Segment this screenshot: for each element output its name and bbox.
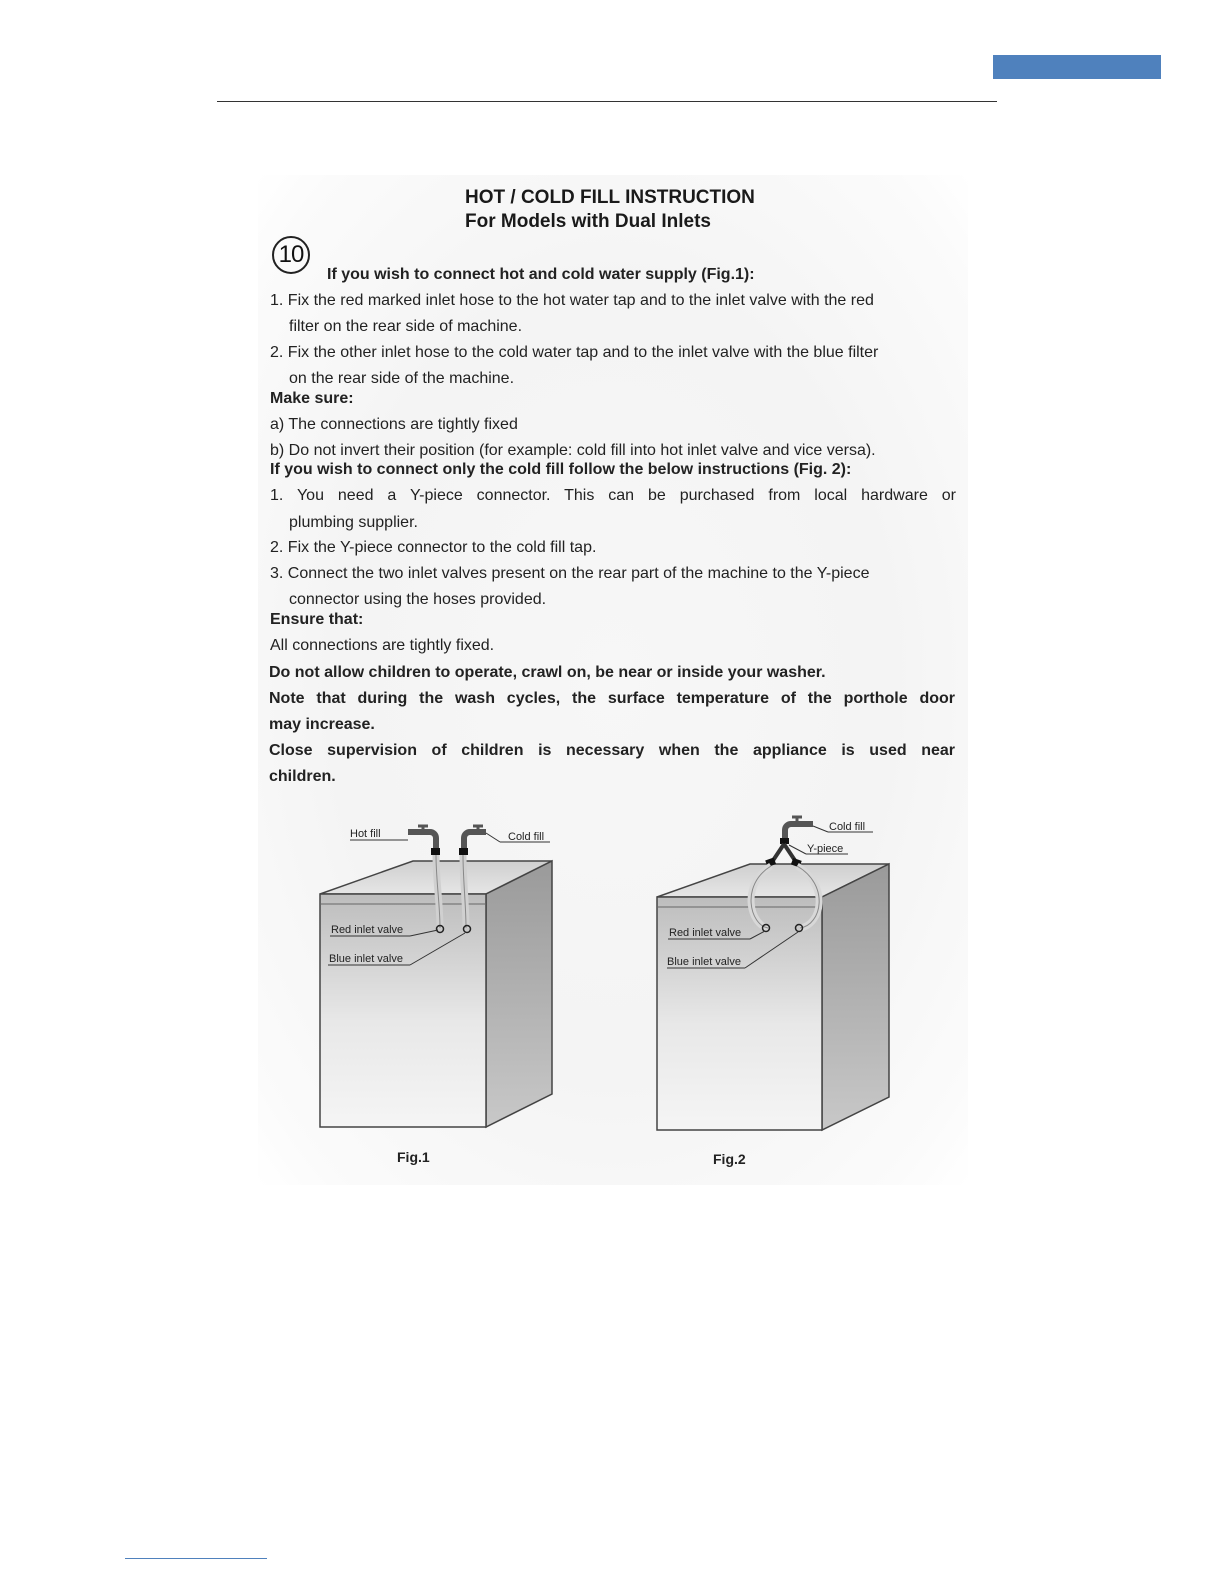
section2-item1-line2: plumbing supplier.: [289, 514, 418, 531]
fig1-blue-inlet-label: Blue inlet valve: [329, 953, 403, 965]
section1-item2-line1: 2. Fix the other inlet hose to the cold water tap and to the inlet valve with the blue filter: [270, 344, 879, 361]
page-title: HOT / COLD FILL INSTRUCTION: [465, 187, 755, 208]
fig1-red-inlet-label: Red inlet valve: [331, 924, 404, 936]
section1-heading: If you wish to connect hot and cold water supply (Fig.1):: [327, 266, 755, 283]
warning-surface-temp-line1: Note that during the wash cycles, the surface temperature of the porthole door: [269, 690, 955, 707]
ensure-heading: Ensure that:: [270, 611, 364, 628]
fig2-washer: [657, 817, 889, 1130]
header-color-bar: [993, 55, 1161, 79]
washer-diagrams: [300, 808, 920, 1148]
section2-item2: 2. Fix the Y-piece connector to the cold fill tap.: [270, 539, 597, 556]
footer-rule: [125, 1558, 267, 1559]
warning-children-operate: Do not allow children to operate, crawl on, be near or inside your washer.: [269, 664, 826, 681]
section1-item2-line2: on the rear side of the machine.: [289, 370, 515, 387]
ensure-text: All connections are tightly fixed.: [270, 637, 495, 654]
section2-item1-line1: 1. You need a Y-piece connector. This can be purchased from local hardware or: [270, 487, 956, 504]
warning-surface-temp-line2: may increase.: [269, 716, 375, 733]
header-rule: [217, 101, 997, 102]
step-number-badge: 10: [272, 236, 310, 274]
fig1-washer: [320, 826, 552, 1127]
section2-item3-line1: 3. Connect the two inlet valves present on the rear part of the machine to the Y-piece: [270, 565, 870, 582]
warning-supervision-line1: Close supervision of children is necessary when the appliance is used near: [269, 742, 955, 759]
fig1-hot-fill-label: Hot fill: [350, 828, 381, 840]
page-subtitle: For Models with Dual Inlets: [465, 211, 711, 232]
section1-item1-line2: filter on the rear side of machine.: [289, 318, 523, 335]
warning-supervision-line2: children.: [269, 768, 336, 785]
section2-heading: If you wish to connect only the cold fill follow the below instructions (Fig. 2):: [270, 461, 852, 478]
make-sure-item-b: b) Do not invert their position (for example: cold fill into hot inlet valve and vice versa).: [270, 442, 876, 459]
fig2-red-inlet-label: Red inlet valve: [669, 927, 742, 939]
make-sure-heading: Make sure:: [270, 390, 354, 407]
make-sure-item-a: a) The connections are tightly fixed: [270, 416, 518, 433]
fig2-cold-fill-label: Cold fill: [829, 821, 866, 833]
fig1-cold-fill-label: Cold fill: [508, 831, 545, 843]
fig2-y-piece-label: Y-piece: [807, 843, 844, 855]
fig2-blue-inlet-label: Blue inlet valve: [667, 956, 741, 968]
fig1-caption: Fig.1: [397, 1149, 430, 1165]
fig2-caption: Fig.2: [713, 1151, 746, 1167]
section2-item3-line2: connector using the hoses provided.: [289, 591, 547, 608]
section1-item1-line1: 1. Fix the red marked inlet hose to the hot water tap and to the inlet valve with the red: [270, 292, 874, 309]
